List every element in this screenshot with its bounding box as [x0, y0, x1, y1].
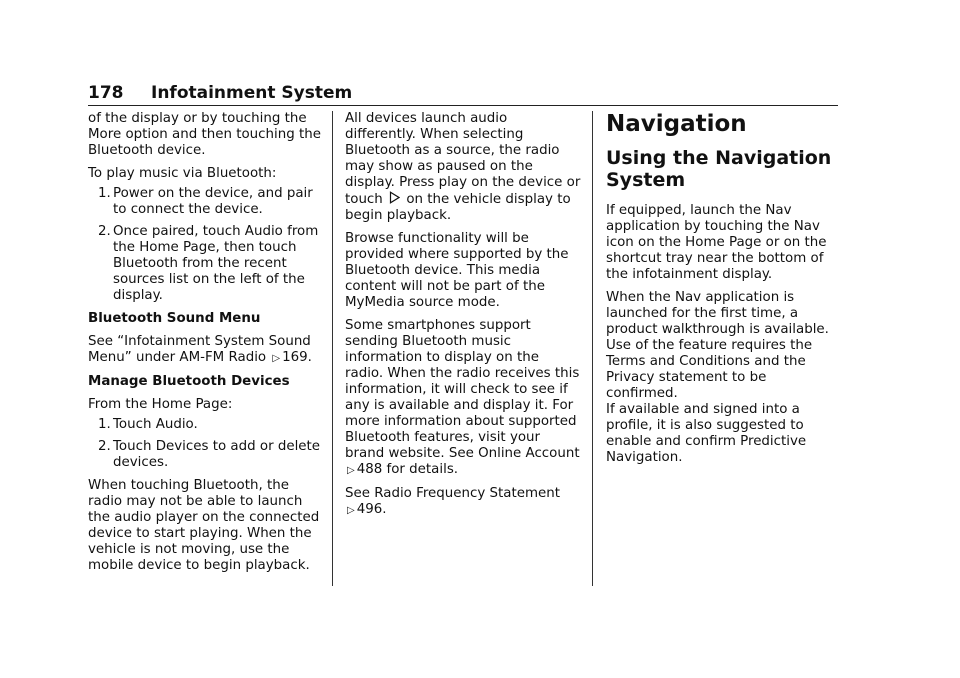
step-number: 1.	[98, 417, 111, 432]
subheading-sound-menu: Bluetooth Sound Menu	[88, 311, 261, 326]
subheading-manage-devices: Manage Bluetooth Devices	[88, 374, 290, 389]
column-middle	[345, 111, 581, 526]
playback-note: When touching Bluetooth, the radio may not be able to launch the audio player on the connected device to start playing. When the vehicle is not moving, use the mobile device to begin playback.	[88, 478, 320, 573]
heading-using-navigation: Using the Navigation System	[606, 147, 832, 191]
reference-page[interactable]: 496.	[356, 502, 387, 517]
reference-text: See Radio Frequency Statement	[345, 486, 561, 501]
list-item	[88, 186, 324, 218]
intro-home-page: From the Home Page:	[88, 397, 233, 412]
predictive-nav-paragraph: If available and signed into a profile, it is also suggested to enable and confirm Predictive Navigation.	[606, 402, 807, 465]
step-number: 2.	[98, 224, 111, 239]
page-reference-arrow-icon: ▷	[347, 505, 355, 516]
step-number: 1.	[98, 186, 111, 201]
list-item	[88, 224, 324, 304]
column-right	[606, 111, 842, 473]
step-text: Touch Devices to add or delete devices.	[113, 439, 321, 470]
step-text: Power on the device, and pair to connect the device.	[113, 186, 313, 217]
page-header	[88, 80, 838, 106]
manage-devices-steps	[88, 417, 324, 471]
page-number: 178	[88, 83, 124, 103]
page-reference-arrow-icon: ▷	[272, 353, 281, 364]
intro-play-music: To play music via Bluetooth:	[88, 166, 277, 181]
launch-nav-paragraph: If equipped, launch the Nav application by touching the Nav icon on the Home Page or on the shortcut tray near the bottom of the infotainment display.	[606, 203, 827, 282]
play-icon	[389, 191, 400, 204]
heading-navigation: Navigation	[606, 111, 747, 137]
walkthrough-paragraph: When the Nav application is launched for the first time, a product walkthrough is available. Use of the feature requires the Terms and Conditions and the Privacy statement to be confirmed.	[606, 290, 829, 401]
launch-audio-paragraph	[345, 111, 581, 224]
column-divider-right	[592, 111, 593, 586]
continued-paragraph: of the display or by touching the More option and then touching the Bluetooth device.	[88, 111, 321, 158]
step-text: Once paired, touch Audio from the Home Page, then touch Bluetooth from the recent sources list on the left of the display.	[113, 224, 319, 303]
list-item	[88, 417, 324, 433]
column-divider-left	[332, 111, 333, 586]
sound-menu-reference	[88, 334, 324, 367]
play-music-steps	[88, 186, 324, 304]
reference-text: See “Infotainment System Sound Menu” under AM-FM Radio	[88, 334, 311, 365]
reference-page[interactable]: 488 for details.	[356, 462, 459, 477]
launch-audio-text: All devices launch audio differently. When selecting Bluetooth as a source, the radio may show as paused on the display. Press play on the device or touch	[345, 111, 581, 207]
section-title: Infotainment System	[151, 83, 353, 103]
step-text: Touch Audio.	[113, 417, 198, 432]
reference-page[interactable]: 169.	[282, 350, 312, 365]
launch-audio-text-end: on the vehicle display to begin playback.	[345, 192, 571, 223]
music-info-paragraph	[345, 318, 581, 479]
list-item	[88, 439, 324, 471]
step-number: 2.	[98, 439, 111, 454]
radio-frequency-reference	[345, 486, 581, 519]
browse-paragraph: Browse functionality will be provided where supported by the Bluetooth device. This media content will not be part of the MyMedia source mode.	[345, 231, 569, 310]
page-reference-arrow-icon: ▷	[347, 465, 355, 476]
music-info-text: Some smartphones support sending Bluetooth music information to display on the radio. When the radio receives this information, it will check to see if any is available and display it. For more information about supported Bluetooth features, visit your brand website. See Online Account	[345, 318, 580, 461]
column-left	[88, 111, 324, 581]
